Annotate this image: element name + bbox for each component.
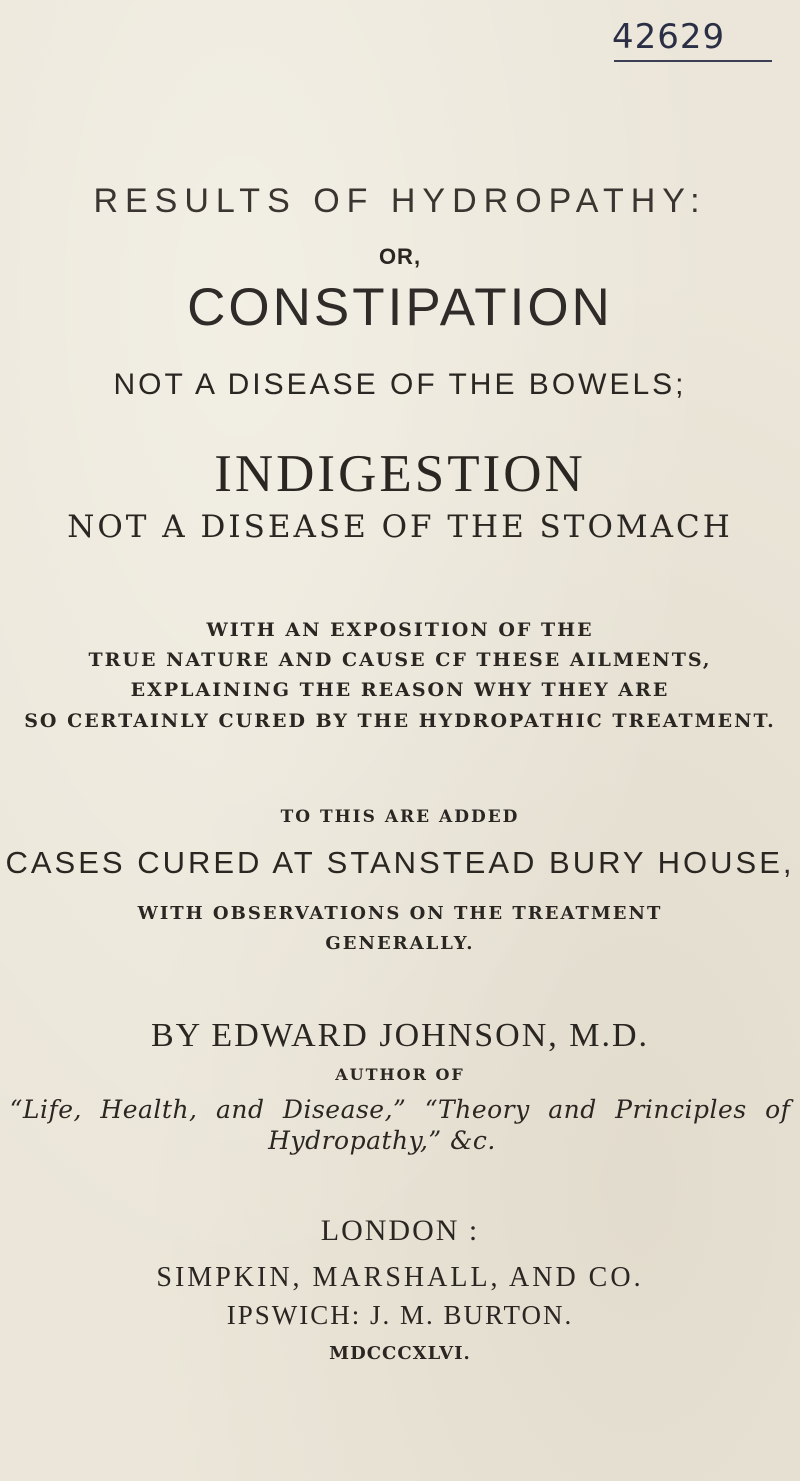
imprint-year: MDCCCXLVI. xyxy=(329,1343,471,1364)
addition-intro: TO THIS ARE ADDED xyxy=(280,807,520,827)
title-not-disease-stomach: NOT A DISEASE OF THE STOMACH xyxy=(67,509,733,545)
title-constipation: CONSTIPATION xyxy=(187,278,613,337)
author-works-line-2: Hydropathy,” &c. xyxy=(268,1126,496,1155)
author-byline: BY EDWARD JOHNSON, M.D. xyxy=(150,1017,650,1054)
title-indigestion: INDIGESTION xyxy=(214,445,586,503)
imprint-publisher: SIMPKIN, MARSHALL, AND CO. xyxy=(156,1262,644,1293)
author-of-label: AUTHOR OF xyxy=(335,1065,465,1084)
imprint-ipswich: IPSWICH: J. M. BURTON. xyxy=(226,1300,574,1330)
addition-cases: CASES CURED AT STANSTEAD BURY HOUSE, xyxy=(5,845,795,880)
title-main: RESULTS OF HYDROPATHY: xyxy=(93,182,707,220)
author-works-line-1: “Life, Health, and Disease,” “Theory and Principles of xyxy=(9,1095,791,1124)
shelfmark-underline xyxy=(614,60,772,62)
subtitle-line-2: TRUE NATURE AND CAUSE CF THESE AILMENTS, xyxy=(88,649,712,671)
subtitle-line-3: EXPLAINING THE REASON WHY THEY ARE xyxy=(130,679,670,701)
subtitle-line-4: SO CERTAINLY CURED BY THE HYDROPATHIC TREATMENT. xyxy=(24,710,776,732)
addition-observations-line-2: GENERALLY. xyxy=(325,933,475,954)
shelfmark-number: 42629 xyxy=(612,17,726,57)
subtitle-line-1: WITH AN EXPOSITION OF THE xyxy=(206,619,594,641)
title-not-disease-bowels: NOT A DISEASE OF THE BOWELS; xyxy=(113,368,687,401)
addition-observations-line-1: WITH OBSERVATIONS ON THE TREATMENT xyxy=(137,903,663,924)
title-or: OR, xyxy=(378,244,422,269)
imprint-city: LONDON : xyxy=(320,1214,480,1247)
